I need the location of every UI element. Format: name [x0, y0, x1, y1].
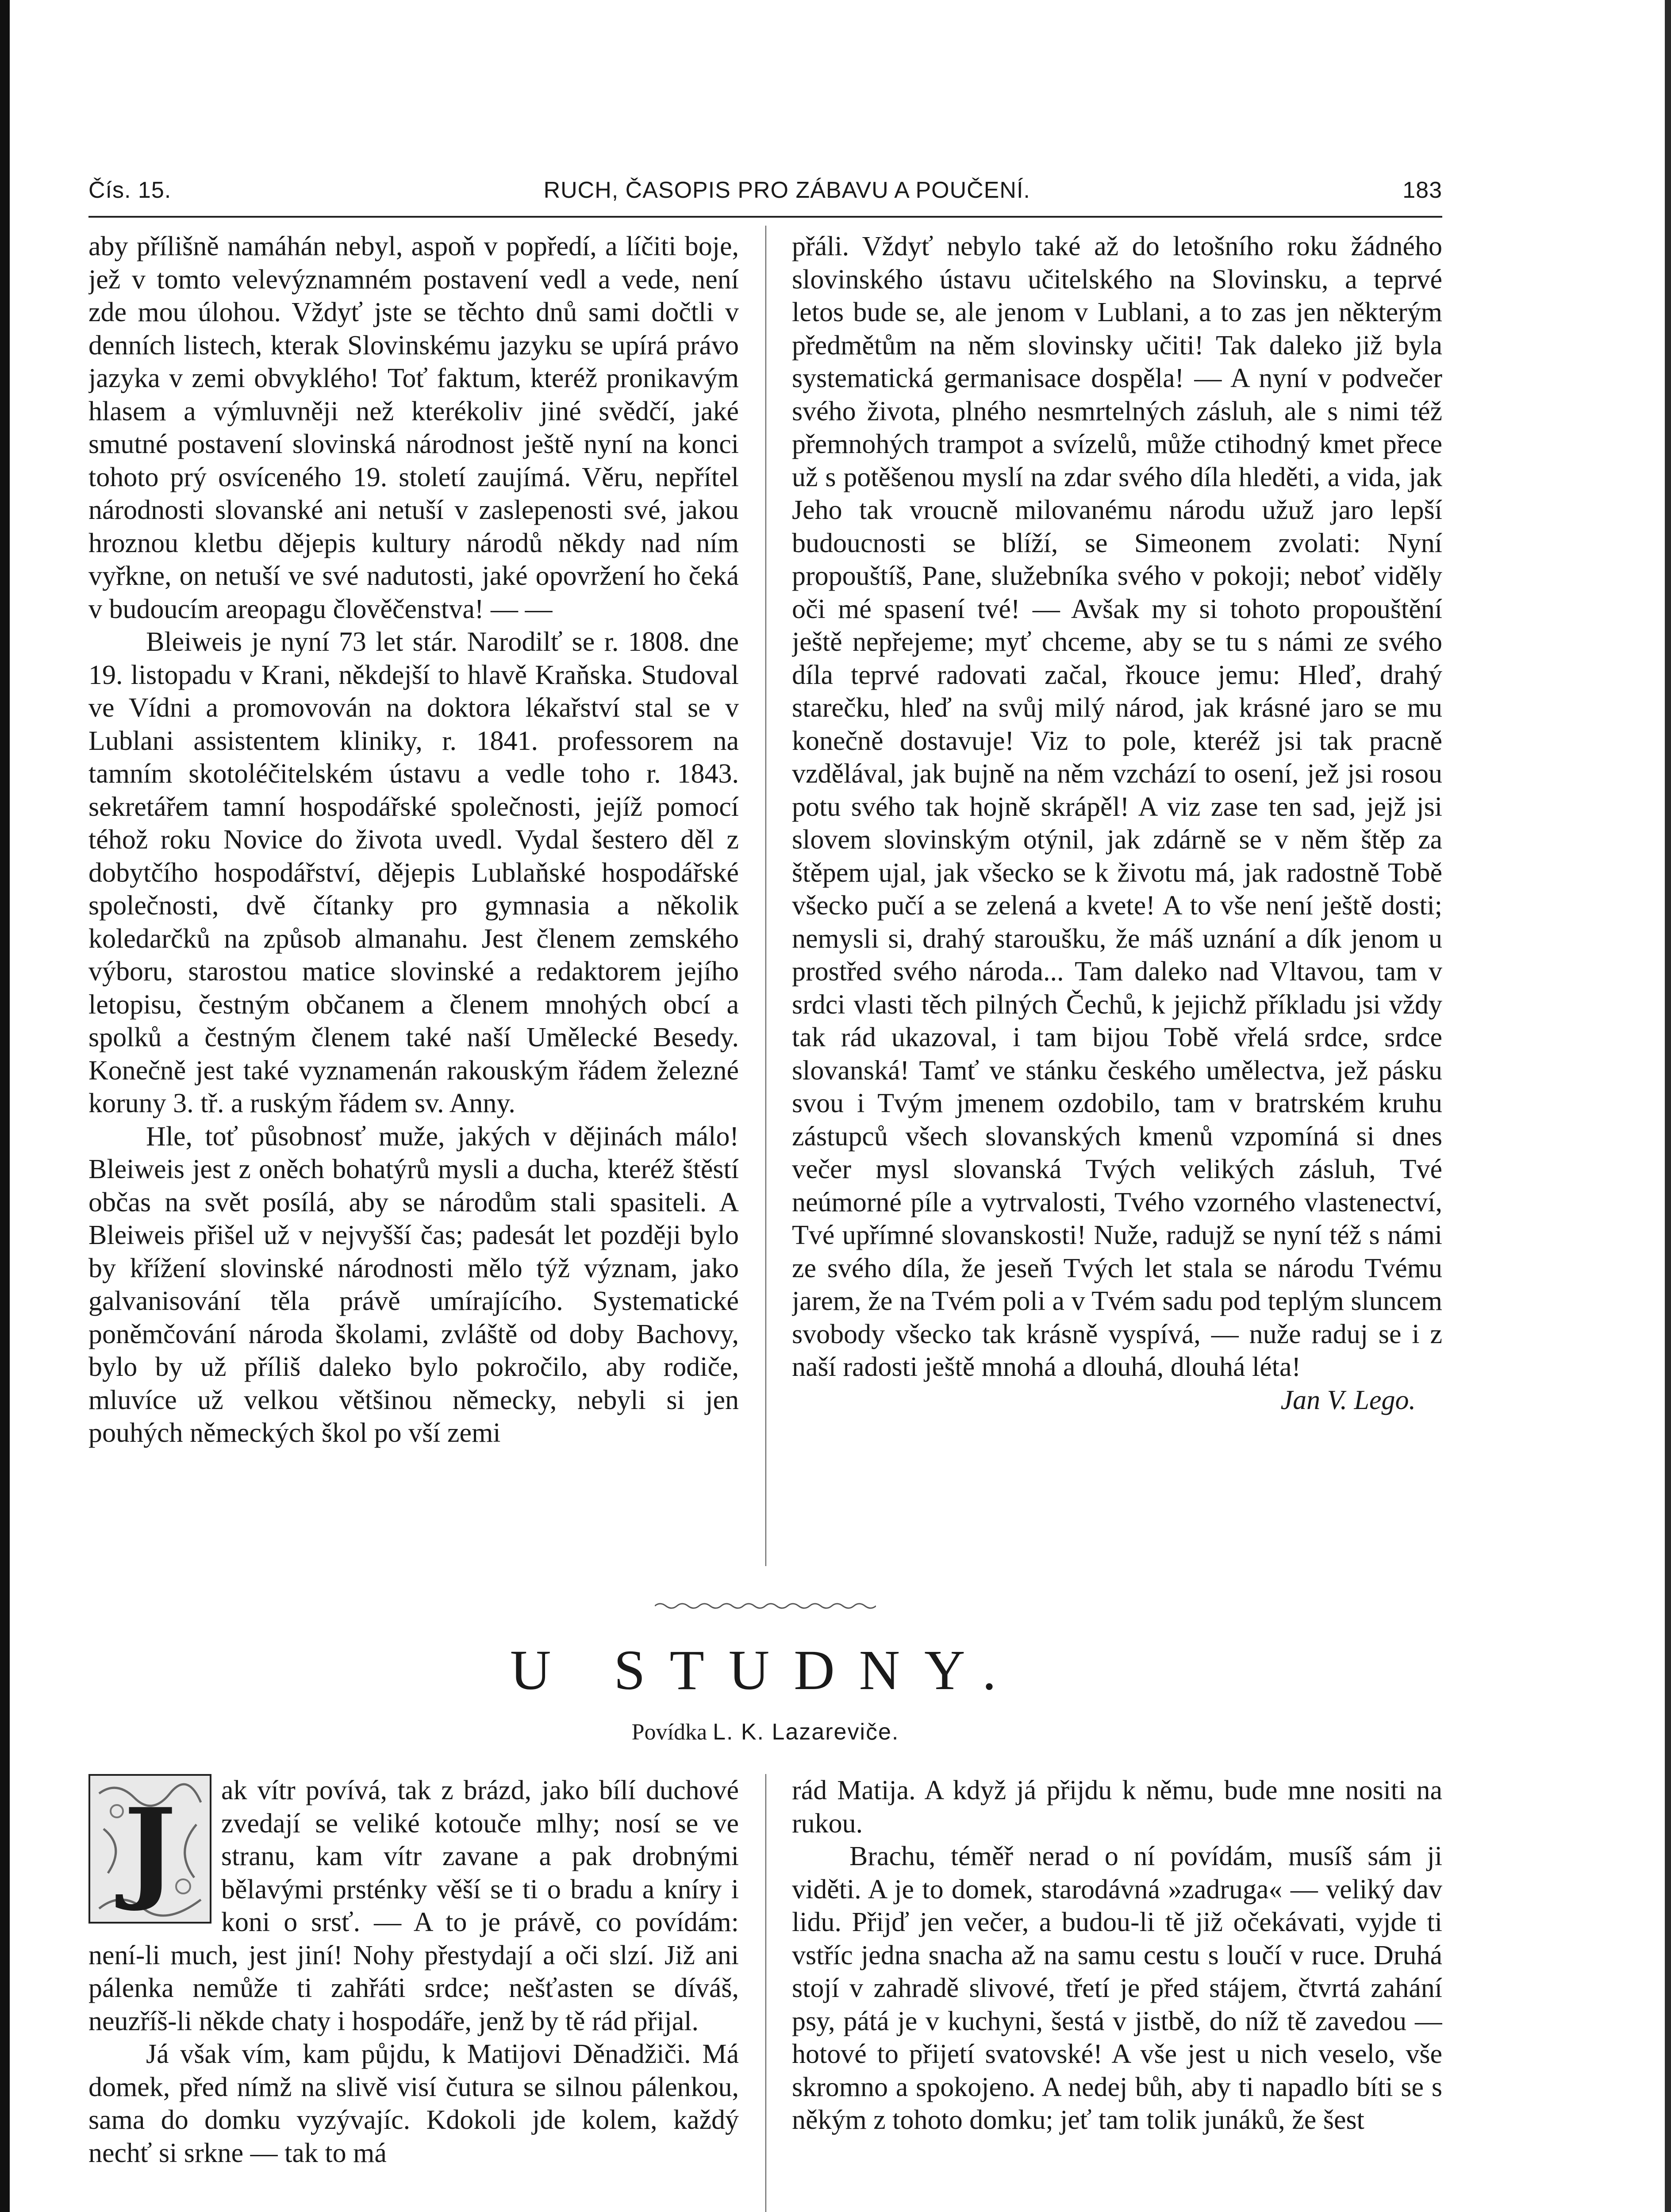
- header-rule: [88, 216, 1442, 218]
- story-paragraph: Já však vím, kam půjdu, k Matijovi Děnadžiči. Má domek, před nímž na slivě visí čutura se silnou pálenkou, sama do domku vyzývajíc. Kdokoli jde kolem, každý nechť si srkne — tak to má: [88, 2039, 739, 2168]
- story-subtitle: [88, 1717, 1442, 1748]
- article-paragraph: Bleiweis je nyní 73 let stár. Narodilť se r. 1808. dne 19. listopadu v Krani, někdejší to hlavě Kraňska. Studoval ve Vídni a promovován na doktora lékařství stal se v Lublani assistentem kliniky, r. 1841. professorem na tamním skotoléčitelském ústavu a vedle toho r. 1843. sekretářem tamní hospodářské společnosti, jejíž pomocí téhož roku Novice do života uvedl. Vydal šestero děl z dobytčího hospodářství, dějepis Lublaňské hospodářské společnosti, dvě čítanky pro gymnasia a několik koledarčků na způsob almanahu. Jest členem zemského výboru, starostou matice slovinské a redaktorem jejího letopisu, čestným občanem a členem mnohých obcí a spolků a čestným členem také naší Umělecké Besedy. Konečně jest také vyznamenán rakouským řádem železné koruny 3. tř. a ruským řádem sv. Anny.: [88, 627, 739, 1118]
- story-paragraph: rád Matija. A když já přijdu k němu, bude mne nositi na rukou.: [792, 1775, 1442, 1839]
- article-paragraph: přáli. Vždyť nebylo také až do letošního roku žádného slovinského ústavu učitelského na Slovinsku, a teprvé letos bude se, ale jenom v Lublani, a to zas jen některým předmětům na něm slovinsky učiti! Tak daleko již byla systematická germanisace dospěla! — A nyní v podvečer svého života, plného nesmrtelných zásluh, ale s nimi též přemnohých trampot a svízelů, může ctihodný kmet přece už s potěšenou myslí na zdar svého díla hleděti, a vida, jak Jeho tak vroucně milovanému národu užuž jaro lepší budoucnosti se blíží, se Simeonem zvolati: Nyní propouštíš, Pane, služebníka svého v pokoji; neboť viděly oči mé spasení tvé! — Avšak my si tohoto propouštění ještě nepřejeme; myť chceme, aby se tu s námi ze svého díla teprvé radovati začal, řkouce jemu: Hleď, drahý starečku, hleď na svůj milý národ, jak krásné jaro se mu konečně dostavuje! Viz to pole, kteréž jsi tak pracně vzdělával, jak bujně na něm vzchází to osení, jež jsi rosou potu svého tak hojně skrápěl! A viz zase ten sad, jejž jsi slovem slovinským otýnil, jak zdárně se v něm štěp za štěpem ujal, jak všecko se k životu má, jak radostně Tobě všecko pučí a se zelená a kvete! A to vše není ještě dosti; nemysli si, drahý staroušku, že máš uznání a dík jenom u prostřed svého národa... Tam daleko nad Vltavou, tam v srdci vlasti těch pilných Čechů, k jejichž příkladu jsi vždy tak rád ukazoval, i tam bijou Tobě vřelá srdce, srdce slovanská! Tamť ve stánku českého umělectva, jež pásku svou i Tvým jmenem ozdobilo, tam v bratrském kruhu zástupců všech slovanských kmenů vzpomíná si dnes večer mysl slovanská Tvých velikých zásluh, Tvé neúmorné píle a vytrvalosti, Tvého vzorného vlastenectví, Tvé upřímné slovanskosti! Nuže, radujž se nyní též s námi ze svého díla, že jeseň Tvých let stala se národu Tvému jarem, že na Tvém poli a v Tvém sadu pod teplým sluncem svobody všecko tak krásně vyspívá, — nuže raduj se i z naší radosti ještě mnohá a dlouhá, dlouhá léta!: [792, 231, 1442, 1382]
- story-left-column: [88, 1774, 739, 2212]
- section-ornament: [655, 1599, 876, 1613]
- scan-border-right: [1665, 0, 1671, 2212]
- scan-border-left: [0, 0, 10, 2212]
- running-head: [88, 177, 1442, 208]
- article-paragraph: aby přílišně namáhán nebyl, aspoň v popředí, a líčiti boje, jež v tomto velevýznamném postavení vedl a vede, není zde mou úlohou. Vždyť jste se těchto dnů sami dočtli v denních listech, kterak Slovinskému jazyku se upírá právo jazyka v zemi obvyklého! Toť faktum, kteréž pronikavým hlasem a výmluvněji než kterékoliv jiné svědčí, jaké smutné postavení slovinská národnost ještě nyní na konci tohoto prý osvíceného 19. století zaujímá. Věru, nepřítel národnosti slovanské ani netuší v zaslepenosti své, jakou hroznou kletbu dějepis kultury národů někdy nad ním vyřkne, on netuší ve své nadutosti, jaké opovržení ho čeká v budoucím areopagu člověčenstva! — —: [88, 231, 739, 624]
- journal-title: RUCH, ČASOPIS PRO ZÁBAVU A POUČENÍ.: [543, 177, 1030, 203]
- subtitle-prefix: Povídka: [631, 1720, 707, 1745]
- column-divider: [765, 226, 766, 1566]
- page: [88, 0, 1442, 2212]
- column-divider: [765, 1774, 766, 2212]
- story-title: U STUDNY.: [510, 1639, 1021, 1701]
- article-signature: Jan V. Lego.: [1280, 1385, 1416, 1415]
- story-author: L. K. Lazareviče.: [713, 1719, 899, 1745]
- decorated-initial: [88, 1774, 211, 1924]
- initial-letter: J: [123, 1784, 177, 1914]
- story-paragraph: Brachu, téměř nerad o ní povídám, musíš sám ji viděti. A je to domek, starodávná »zadruga« — veliký dav lidu. Přijď jen večer, a budou-li tě již očekávati, vyjde ti vstříc jedna snacha až na samu cestu s loučí v ruce. Druhá stojí v zahradě slivové, třetí je před stájem, čtvrtá zahání psy, pátá je v kuchyni, šestá v jistbě, do níž tě zavedou — hotové to přijetí svatovské! A vše jest u nich veselo, vše skromno a spokojeno. A nedej bůh, aby ti napadlo bíti se s někým z tohoto domku; jeť tam tolik junáků, že šest: [792, 1841, 1442, 2135]
- story-right-column: [792, 1774, 1442, 2212]
- issue-number: Čís. 15.: [88, 177, 172, 203]
- article-right-column: [792, 230, 1442, 1571]
- page-number: 183: [1402, 177, 1442, 203]
- article-paragraph: Hle, toť působnosť muže, jakých v dějinách málo! Bleiweis jest z oněch bohatýrů mysli a ducha, kteréž štěstí občas na svět posílá, aby se národům stali spasiteli. A Bleiweis přišel už v nejvyšší čas; padesát let později bylo by křížení slovinské národnosti mělo týž význam, jako galvanisování těla právě umírajícího. Systematické poněmčování národa školami, zvláště od doby Bachovy, bylo by už příliš daleko bylo pokročilo, aby rodiče, mluvíce už velkou většinou německy, nebyli si jen pouhých německých škol po vší zemi: [88, 1121, 739, 1448]
- article-left-column: [88, 230, 739, 1571]
- story-paragraph: ak vítr povívá, tak z brázd, jako bílí duchové zvedají se veliké kotouče mlhy; nosí se ve stranu, kam vítr zavane a pak drobnými bělavými prsténky věší se ti o bradu a kníry i koni o srsť. — A to je právě, co povídám: není-li much, jest jiní! Nohy přestydají a oči slzí. Již ani pálenka nemůže ti zahřáti srdce; nešťasten se díváš, neuzříš-li někde chaty i hospodáře, jenž by tě rád přijal.: [88, 1775, 739, 2036]
